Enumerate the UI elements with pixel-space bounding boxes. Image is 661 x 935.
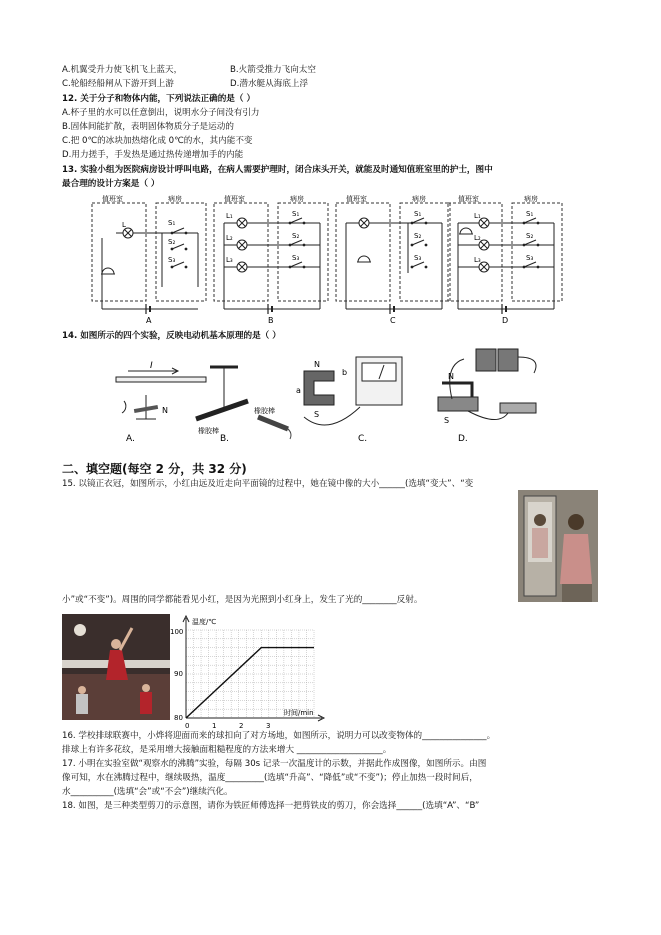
temperature-time-graph: [170, 614, 334, 730]
q17-line1: 17. 小明在实验室做“观察水的沸腾”实验，每隔 30s 记录一次温度计的示数，并据此作成图像，如图所示。由图: [62, 759, 487, 769]
x-tick-1: 1: [212, 722, 217, 730]
terminal-a-label: a: [296, 386, 301, 395]
pole-n-label-c: N: [314, 360, 320, 369]
switch-label-c2: S₂: [414, 232, 422, 240]
circuit-label-d: D: [502, 316, 509, 325]
circuit-b: [214, 194, 328, 325]
q16-line2: 排球上有许多花纹，是采用增大接触面粗糙程度的方法来增大 ____________________。: [62, 745, 392, 755]
switch-label-a1: S₁: [168, 219, 176, 227]
y-tick-100: 100: [170, 628, 184, 636]
q18-line1: 18. 如图，是三种类型剪刀的示意图，请你为铁匠师傅选择一把剪铁皮的剪刀，你会选择______(选填“A”、“B”: [62, 801, 480, 811]
circuit-c: [336, 194, 450, 325]
q12-option-b: B.固体间能扩散，表明固体物质分子是运动的: [62, 122, 234, 132]
q13-circuit-figure: [88, 193, 558, 323]
q12-option-d: D.用力搓手，手发热是通过热传递增加手的内能: [62, 150, 244, 160]
q15-continuation: 小”或“不变”)。周围的同学都能看见小红，是因为光照到小红身上，发生了光的________反射。: [62, 595, 423, 605]
switch-label-b1: S₁: [292, 210, 300, 218]
duty-room-label-d: 值班室: [458, 195, 479, 203]
x-tick-2: 2: [239, 722, 244, 730]
lamp-label-b2: L₂: [226, 234, 233, 242]
x-tick-3: 3: [266, 722, 271, 730]
duty-room-label-c: 值班室: [346, 195, 367, 203]
experiment-b: [196, 367, 291, 444]
q17-line2: 像可知，水在沸腾过程中，继续吸热，温度_________(选填“升高”、“降低”或“不变”)；停止加热一段时间后，: [62, 773, 478, 783]
switch-label-d2: S₂: [526, 232, 534, 240]
q12-option-a: A.杯子里的水可以任意倒出，说明水分子间没有引力: [62, 108, 260, 118]
experiment-label-b: B.: [220, 434, 230, 444]
rubber-rod-label-2: 橡胶棒: [254, 407, 275, 415]
circuit-a: [92, 194, 206, 325]
circuit-label-a: A: [146, 316, 152, 325]
q11-option-c: C.轮船经船闸从下游开到上游: [62, 79, 174, 89]
ward-label-b: 病房: [290, 195, 304, 203]
experiment-label-a: A.: [126, 434, 135, 444]
q11-option-a: A.机翼受升力使飞机飞上蓝天，: [62, 65, 183, 75]
lamp-label-d3: L₃: [474, 256, 481, 264]
current-label-i: I: [150, 361, 153, 371]
graph-x-label: 时间/min: [284, 709, 314, 717]
lamp-label-b3: L₃: [226, 256, 233, 264]
pole-s-label-d: S: [444, 416, 450, 425]
duty-room-label-a: 值班室: [102, 195, 123, 203]
lamp-label-d1: L₁: [474, 212, 481, 220]
experiment-label-d: D.: [458, 434, 468, 444]
section-fill-blank-title: 二、填空题(每空 2 分，共 32 分): [62, 462, 247, 476]
ward-label-a: 病房: [168, 195, 182, 203]
lamp-label-b1: L₁: [226, 212, 233, 220]
q12-option-c: C.把 0℃的冰块加热熔化成 0℃的水，其内能不变: [62, 136, 253, 146]
y-tick-90: 90: [174, 670, 183, 678]
circuit-d: [448, 194, 562, 325]
pole-s-label-c: S: [314, 410, 320, 419]
terminal-b-label: b: [342, 368, 348, 377]
q14-stem: 14. 如图所示的四个实验，反映电动机基本原理的是（ ）: [62, 331, 281, 341]
volleyball-photo: [62, 614, 170, 720]
q11-option-d: D.潜水艇从海底上浮: [230, 79, 309, 89]
switch-label-c1: S₁: [414, 210, 422, 218]
graph-grid: [186, 630, 314, 718]
lamp-label-d2: L₂: [474, 234, 481, 242]
circuit-label-c: C: [390, 316, 396, 325]
switch-label-a2: S₂: [168, 238, 176, 246]
q12-stem: 12. 关于分子和物体内能，下列说法正确的是（ ）: [62, 94, 256, 104]
q17-line3: 水__________(选填“会”或“不会”)继续汽化。: [62, 787, 233, 797]
switch-label-d3: S₃: [526, 254, 534, 262]
switch-label-d1: S₁: [526, 210, 534, 218]
q14-experiment-figure: [108, 343, 548, 453]
experiment-c: [296, 357, 402, 444]
rubber-rod-label-1: 橡胶棒: [198, 427, 219, 435]
experiment-d: [438, 349, 536, 444]
y-tick-80: 80: [174, 714, 183, 722]
q16-line1: 16. 学校排球联赛中，小烨将迎面而来的球扣向了对方场地，如图所示，说明力可以改变物体的_______________。: [62, 731, 496, 741]
q15-stem: 15. 以镜正衣冠，如图所示，小红由远及近走向平面镜的过程中，她在镜中像的大小______(选填“变大”、“变: [62, 479, 474, 489]
switch-label-b2: S₂: [292, 232, 300, 240]
q11-option-b: B.火箭受推力飞向太空: [230, 65, 316, 75]
switch-label-c3: S₃: [414, 254, 422, 262]
x-tick-0: 0: [185, 722, 190, 730]
ward-label-d: 病房: [524, 195, 538, 203]
graph-y-label: 温度/℃: [192, 618, 217, 626]
experiment-a: [116, 361, 206, 444]
pole-n-label-a: N: [162, 406, 168, 415]
circuit-label-b: B: [268, 316, 274, 325]
duty-room-label-b: 值班室: [224, 195, 245, 203]
q13-stem-line1: 13. 实验小组为医院病房设计呼叫电路，在病人需要护理时，闭合床头开关，就能及时通知值班室里的护士，图中: [62, 165, 493, 175]
pole-n-label-d: N: [448, 372, 454, 381]
ward-label-c: 病房: [412, 195, 426, 203]
experiment-label-c: C.: [358, 434, 368, 444]
switch-label-a3: S₃: [168, 256, 176, 264]
switch-label-b3: S₃: [292, 254, 300, 262]
q13-stem-line2: 最合理的设计方案是（ ）: [62, 179, 160, 189]
lamp-label-a: L: [122, 221, 126, 229]
mirror-photo: [518, 490, 598, 602]
